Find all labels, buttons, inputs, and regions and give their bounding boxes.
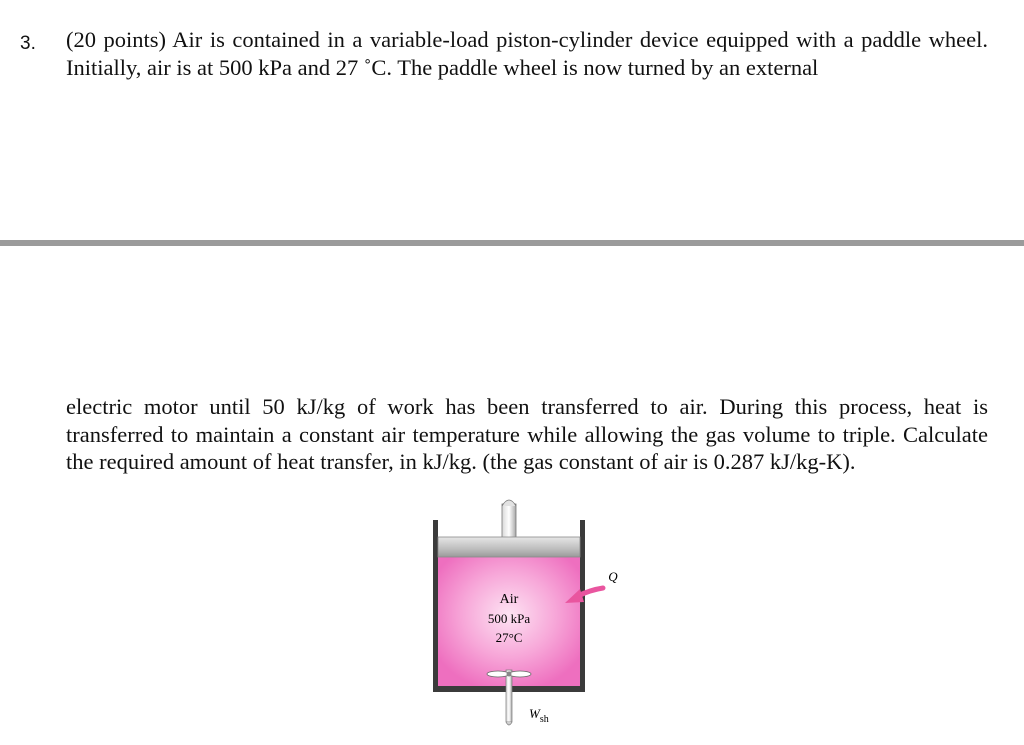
pressure-label: 500 kPa	[487, 611, 531, 626]
cylinder-right-wall	[580, 520, 585, 692]
piston-cylinder-diagram	[420, 490, 620, 740]
heat-label: Q	[608, 569, 618, 584]
temperature-label: 27°C	[495, 630, 523, 645]
work-symbol: W	[529, 706, 540, 721]
work-label	[529, 706, 549, 725]
page-divider	[0, 240, 1024, 246]
piston-cylinder-figure	[420, 490, 620, 740]
cylinder-left-wall	[433, 520, 438, 692]
question-text-part-2: electric motor until 50 kJ/kg of work has been transferred to air. During this process, heat is transferred to maintain a constant air temperature while allowing the gas volume to triple. Calculate the required amount of heat transfer, in kJ/kg. (the gas constant of air is 0.287 kJ/kg-K).	[66, 394, 988, 474]
shaft-end	[506, 722, 512, 725]
piston	[438, 537, 580, 557]
piston-rod-top	[502, 500, 516, 506]
gas-label: Air	[499, 592, 519, 607]
work-subscript: sh	[539, 714, 549, 725]
piston-rod	[502, 504, 516, 538]
question-number: 3.	[20, 33, 36, 54]
question-text-part-1: (20 points) Air is contained in a variable-load piston-cylinder device equipped with a paddle wheel. Initially, air is at 500 kPa and 27 ˚C. The paddle wheel is now turned by an external	[66, 27, 988, 80]
